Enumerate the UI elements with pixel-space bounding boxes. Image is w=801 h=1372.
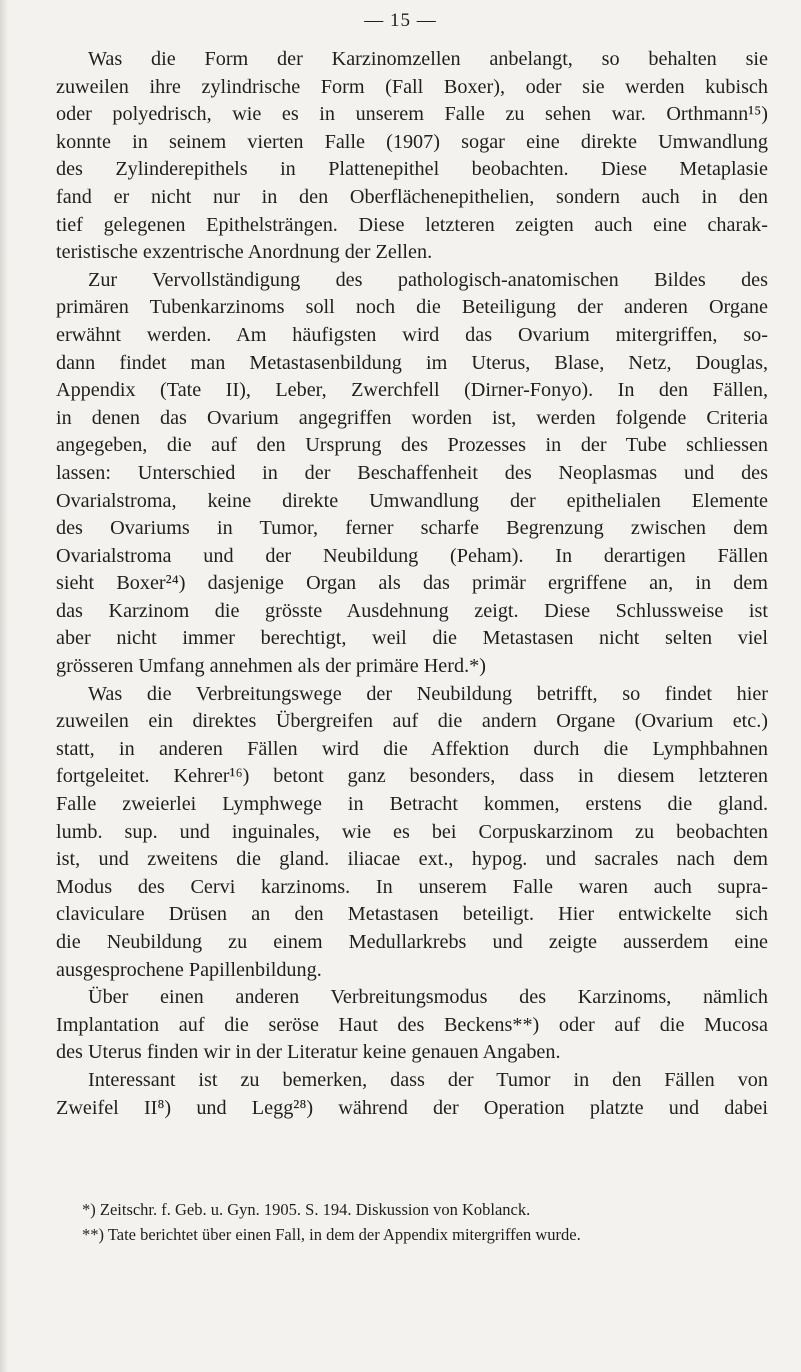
- text-line: primären Tubenkarzinoms soll noch die Beteiligung der anderen Organe: [56, 296, 768, 319]
- text-line: fand er nicht nur in den Oberflächenepithelien, sondern auch in den: [56, 185, 768, 208]
- text-line: des Zylinderepithels in Plattenepithel beobachten. Diese Metaplasie: [56, 158, 768, 181]
- text-line: die Neubildung zu einem Medullarkrebs und zeigte ausserdem eine: [56, 931, 768, 953]
- text-line: dann findet man Metastasenbildung im Uterus, Blase, Netz, Douglas,: [56, 351, 768, 374]
- text-line: teristische exzentrische Anordnung der Zellen.: [56, 241, 433, 264]
- page-number: — 15 —: [364, 10, 437, 31]
- footnote: *) Zeitschr. f. Geb. u. Gyn. 1905. S. 194. Diskussion von Koblanck.: [82, 1200, 531, 1219]
- text-line: angegeben, die auf den Ursprung des Prozesses in der Tube schliessen: [56, 434, 768, 457]
- text-line: grösseren Umfang annehmen als der primäre Herd.*): [56, 655, 486, 678]
- text-line: lumb. sup. und inguinales, wie es bei Corpuskarzinom zu beobachten: [56, 820, 768, 843]
- text-line: Appendix (Tate II), Leber, Zwerchfell (Dirner-Fonyo). In den Fällen,: [56, 379, 768, 402]
- text-line: statt, in anderen Fällen wird die Affektion durch die Lymphbahnen: [56, 737, 768, 760]
- body-text: [56, 46, 768, 1122]
- text-line: fortgeleitet. Kehrer¹⁶) betont ganz besonders, dass in diesem letzteren: [56, 765, 768, 788]
- text-line: zuweilen ihre zylindrische Form (Fall Boxer), oder sie werden kubisch: [56, 75, 768, 98]
- text-line: oder polyedrisch, wie es in unserem Falle zu sehen war. Orthmann¹⁵): [56, 103, 768, 126]
- text-line: tief gelegenen Epithelsträngen. Diese letzteren zeigten auch eine charak-: [56, 213, 768, 236]
- text-line: Was die Form der Karzinomzellen anbelangt, so behalten sie: [88, 48, 768, 70]
- text-line: Falle zweierlei Lymphwege in Betracht kommen, erstens die gland.: [56, 793, 768, 816]
- text-line: das Karzinom die grösste Ausdehnung zeigt. Diese Schlussweise ist: [56, 599, 768, 622]
- footnote: **) Tate berichtet über einen Fall, in dem der Appendix mitergriffen wurde.: [82, 1225, 581, 1244]
- text-line: Implantation auf die seröse Haut des Beckens**) oder auf die Mucosa: [56, 1013, 768, 1036]
- text-line: Über einen anderen Verbreitungsmodus des Karzinoms, nämlich: [88, 986, 768, 1009]
- footnotes: [56, 1197, 768, 1247]
- text-line: konnte in seinem vierten Falle (1907) sogar eine direkte Umwandlung: [56, 130, 768, 153]
- text-line: ausgesprochene Papillenbildung.: [56, 958, 322, 981]
- text-line: des Uterus finden wir in der Literatur keine genauen Angaben.: [56, 1041, 561, 1064]
- text-line: Zur Vervollständigung des pathologisch-anatomischen Bildes des: [88, 268, 768, 291]
- text-line: Interessant ist zu bemerken, dass der Tumor in den Fällen von: [88, 1068, 768, 1091]
- text-line: sieht Boxer²⁴) dasjenige Organ als das primär ergriffene an, in dem: [56, 572, 768, 595]
- text-line: claviculare Drüsen an den Metastasen beteiligt. Hier entwickelte sich: [56, 903, 768, 926]
- text-line: Ovarialstroma, keine direkte Umwandlung der epithelialen Elemente: [56, 489, 768, 512]
- page-edge-shadow: [0, 0, 8, 1372]
- text-line: Ovarialstroma und der Neubildung (Peham). In derartigen Fällen: [56, 544, 768, 567]
- text-line: lassen: Unterschied in der Beschaffenheit des Neoplasmas und des: [56, 461, 768, 484]
- text-line: Modus des Cervi karzinoms. In unserem Falle waren auch supra-: [56, 875, 768, 898]
- text-line: Was die Verbreitungswege der Neubildung betrifft, so findet hier: [88, 682, 768, 705]
- text-line: aber nicht immer berechtigt, weil die Metastasen nicht selten viel: [56, 627, 768, 650]
- text-line: des Ovariums in Tumor, ferner scharfe Begrenzung zwischen dem: [56, 517, 768, 540]
- text-line: erwähnt werden. Am häufigsten wird das Ovarium mitergriffen, so-: [56, 323, 768, 346]
- text-line: ist, und zweitens die gland. iliacae ext., hypog. und sacrales nach dem: [56, 848, 768, 871]
- text-line: zuweilen ein direktes Übergreifen auf die andern Organe (Ovarium etc.): [56, 710, 768, 733]
- text-line: Zweifel II⁸) und Legg²⁸) während der Operation platzte und dabei: [56, 1096, 768, 1119]
- text-line: in denen das Ovarium angegriffen worden ist, werden folgende Criteria: [56, 406, 768, 429]
